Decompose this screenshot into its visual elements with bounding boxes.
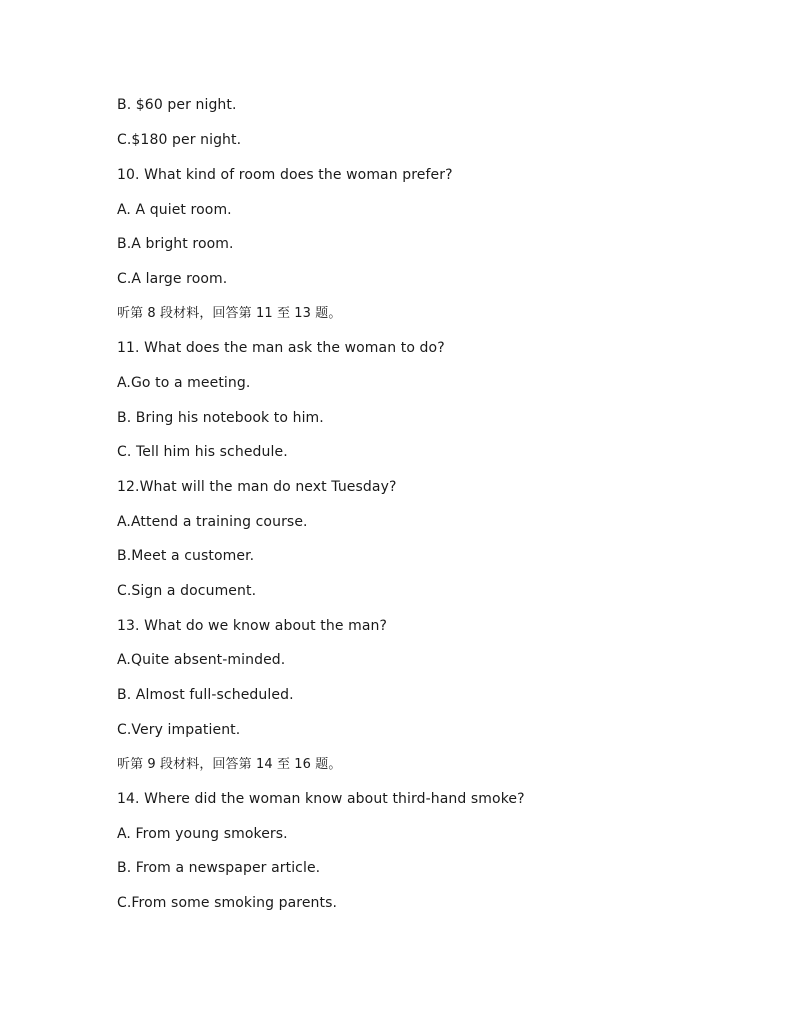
option-b-q9: B. $60 per night. [117,97,237,113]
option-c-q13: C.Very impatient. [117,722,241,738]
option-a-q13: A.Quite absent-minded. [117,652,286,668]
option-c-q14: C.From some smoking parents. [117,895,338,911]
option-a-q14: A. From young smokers. [117,826,288,842]
question-14: 14. Where did the woman know about third-hand smoke? [117,791,525,807]
option-b-q14: B. From a newspaper article. [117,860,321,876]
question-12: 12.What will the man do next Tuesday? [117,479,397,495]
option-c-q12: C.Sign a document. [117,583,257,599]
option-c-q9: C.$180 per night. [117,132,242,148]
option-b-q12: B.Meet a customer. [117,548,255,564]
option-b-q13: B. Almost full-scheduled. [117,687,294,703]
question-10: 10. What kind of room does the woman prefer? [117,167,453,183]
question-13: 13. What do we know about the man? [117,618,388,634]
section-instruction-9: 听第 9 段材料，回答第 14 至 16 题。 [117,757,342,772]
section-instruction-8: 听第 8 段材料，回答第 11 至 13 题。 [117,306,342,321]
option-b-q11: B. Bring his notebook to him. [117,410,324,426]
option-a-q12: A.Attend a training course. [117,514,308,530]
option-a-q10: A. A quiet room. [117,202,232,218]
option-a-q11: A.Go to a meeting. [117,375,251,391]
question-11: 11. What does the man ask the woman to do? [117,340,445,356]
option-c-q11: C. Tell him his schedule. [117,444,288,460]
option-b-q10: B.A bright room. [117,236,234,252]
option-c-q10: C.A large room. [117,271,228,287]
